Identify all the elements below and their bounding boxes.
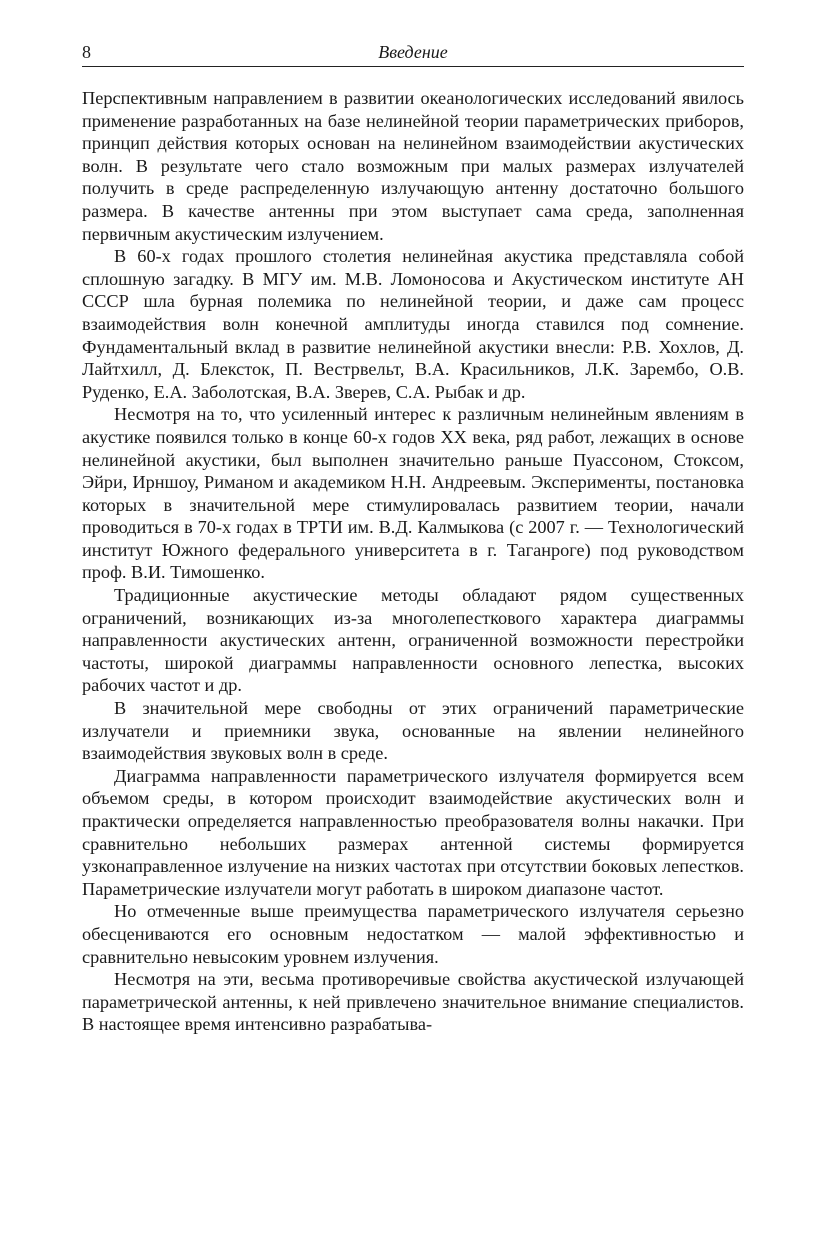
paragraph: Диаграмма направленности параметрического излучателя формируется всем объемом среды, в котором происходит взаимодействие акустических волн и практически определяется направленностью преобразователя волны накачки. При сравнительно небольших размерах антенной системы формируется узконаправленное излучение на низких частотах при отсутствии боковых лепестков. Параметрические излучатели могут работать в широком диапазоне частот. — [82, 765, 744, 899]
book-page — [82, 40, 744, 1036]
running-header — [82, 40, 744, 67]
page-number: 8 — [82, 42, 91, 62]
paragraph: Несмотря на эти, весьма противоречивые свойства акустической излучающей параметрической антенны, к ней привлечено значительное внимание специалистов. В настоящее время интенсивно разрабатыва- — [82, 969, 744, 1035]
section-title: Введение — [378, 42, 448, 62]
paragraph: Но отмеченные выше преимущества параметрического излучателя серьезно обесцениваются его основным недостатком — малой эффективностью и сравнительно невысоким уровнем излучения. — [82, 901, 744, 967]
paragraph: Традиционные акустические методы обладают рядом существенных ограничений, возникающих из-за многолепесткового характера диаграммы направленности акустических антенн, ограниченной возможности перестройки частоты, широкой диаграммы направленности основного лепестка, высоких рабочих частот и др. — [82, 585, 744, 696]
paragraph: Несмотря на то, что усиленный интерес к различным нелинейным явлениям в акустике появился только в конце 60-х годов XX века, ряд работ, лежащих в основе нелинейной акустики, был выполнен значительно раньше Пуассоном, Стоксом, Эйри, Ирншоу, Риманом и академиком Н.Н. Андреевым. Эксперименты, постановка которых в значительной мере стимулировалась развитием теории, начали проводиться в 70-х годах в ТРТИ им. В.Д. Калмыкова (с 2007 г. — Технологический институт Южного федерального университета в г. Таганроге) под руководством проф. В.И. Тимошенко. — [82, 404, 744, 583]
body-text — [82, 87, 744, 1036]
paragraph: В значительной мере свободны от этих ограничений параметрические излучатели и приемники звука, основанные на явлении нелинейного взаимодействия звуковых волн в среде. — [82, 698, 744, 764]
paragraph: В 60-х годах прошлого столетия нелинейная акустика представляла собой сплошную загадку. В МГУ им. М.В. Ломоносова и Акустическом институте АН СССР шла бурная полемика по нелинейной теории, и даже сам процесс взаимодействия волн конечной амплитуды иногда ставился под сомнение. Фундаментальный вклад в развитие нелинейной акустики внесли: Р.В. Хохлов, Д. Лайтхилл, Д. Блексток, П. Вестрвельт, В.А. Красильников, Л.К. Зарембо, О.В. Руденко, Е.А. Заболотская, В.А. Зверев, С.А. Рыбак и др. — [82, 246, 744, 402]
paragraph: Перспективным направлением в развитии океанологических исследований явилось применение разработанных на базе нелинейной теории параметрических приборов, принцип действия которых основан на нелинейном взаимодействии акустических волн. В результате чего стало возможным при малых размерах излучателей получить в среде распределенную излучающую антенну достаточно большого размера. В качестве антенны при этом выступает сама среда, заполненная первичным акустическим излучением. — [82, 88, 744, 244]
